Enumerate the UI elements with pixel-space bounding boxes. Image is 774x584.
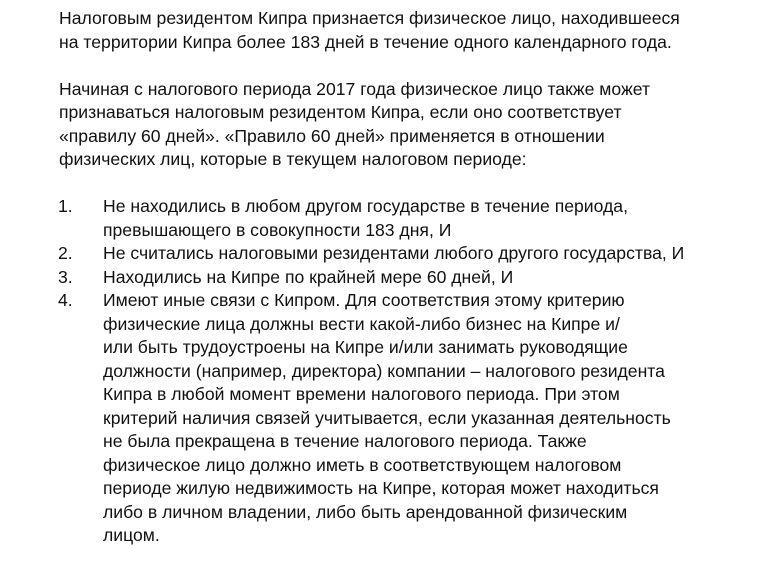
list-item-number: 4. <box>58 290 73 310</box>
criteria-list <box>59 195 771 548</box>
list-item-number: 2. <box>58 243 73 263</box>
text-line: Кипра в любой момент времени налогового периода. При этом <box>103 384 620 404</box>
text-line: Начиная с налогового периода 2017 года физическое лицо также может <box>59 78 650 99</box>
text-line: критерий наличия связей учитывается, если указанная деятельность <box>103 407 671 428</box>
text-line: Находились на Кипре по крайней мере 60 дней, И <box>103 266 514 287</box>
paragraph-spacer <box>59 172 771 196</box>
text-line: признаваться налоговым резидентом Кипра, если оно соответствует <box>59 102 622 122</box>
list-item-number: 1. <box>58 196 73 216</box>
paragraph-60-day-rule <box>59 78 771 172</box>
text-line: периоде жилую недвижимость на Кипре, которая может находиться <box>103 478 659 498</box>
text-line: не была прекращена в течение налогового периода. Также <box>103 431 587 451</box>
list-item-number: 3. <box>58 266 73 287</box>
text-line: превышающего в совокупности 183 дня, И <box>103 219 452 240</box>
paragraph-spacer <box>59 54 771 78</box>
document-body <box>59 7 771 548</box>
text-line: Не находились в любом другом государстве в течение периода, <box>103 196 628 216</box>
text-line: «правилу 60 дней». «Правило 60 дней» применяется в отношении <box>59 125 605 146</box>
text-line: физических лиц, которые в текущем налоговом периоде: <box>59 149 527 169</box>
text-line: на территории Кипра более 183 дней в течение одного календарного года. <box>59 31 672 52</box>
list-item <box>59 289 771 548</box>
text-line: Не считались налоговыми резидентами любого другого государства, И <box>103 243 685 263</box>
list-item <box>59 266 771 290</box>
text-line: лицом. <box>103 525 160 545</box>
paragraph-residency-183-days <box>59 7 771 54</box>
text-line: физические лица должны вести какой-либо бизнес на Кипре и/ <box>103 313 620 334</box>
text-line: либо в личном владении, либо быть арендованной физическим <box>103 501 628 522</box>
text-line: Налоговым резидентом Кипра признается физическое лицо, находившееся <box>59 8 680 28</box>
list-item <box>59 242 771 266</box>
text-line: должности (например, директора) компании – налогового резидента <box>103 360 665 381</box>
text-line: Имеют иные связи с Кипром. Для соответствия этому критерию <box>103 290 625 310</box>
text-line: или быть трудоустроены на Кипре и/или занимать руководящие <box>103 337 628 357</box>
list-item <box>59 195 771 242</box>
text-line: физическое лицо должно иметь в соответствующем налоговом <box>103 454 622 475</box>
